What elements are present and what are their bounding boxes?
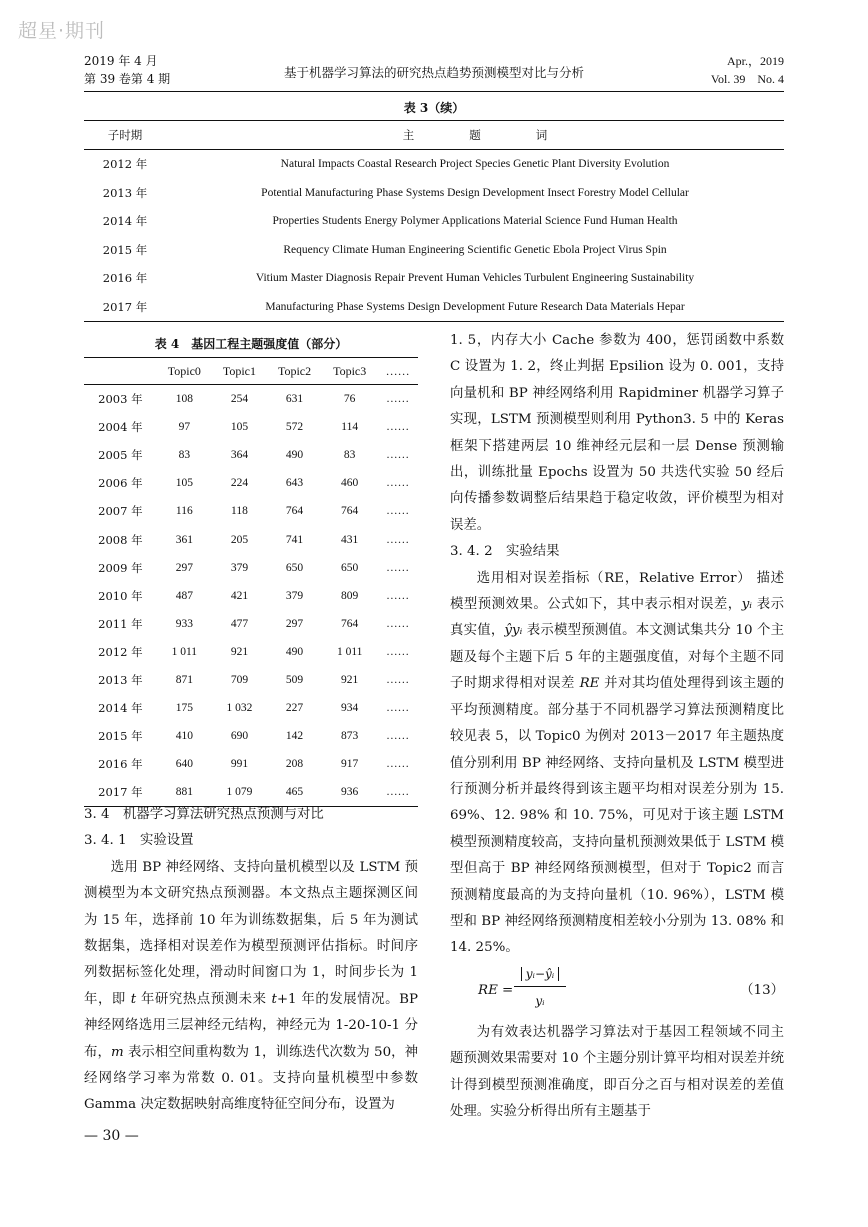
table4-value-cell: 873 <box>341 730 359 743</box>
table4-row <box>84 525 418 553</box>
table3-col-period: 子时期 <box>84 121 166 150</box>
table4-year-cell: 2013 年 <box>98 672 143 687</box>
table4-year-cell: 2006 年 <box>98 476 143 491</box>
table4-row <box>84 385 418 414</box>
table4-value-cell: 809 <box>341 589 359 602</box>
table4-value-cell: 1 011 <box>336 645 363 658</box>
paragraph-accuracy: 为有效表达机器学习算法对于基因工程领域不同主题预测效果需要对 10 个主题分别计算平均相对误差并统计得到模型预测准确度，即百分之百与相对误差的差值处理。实验分析得出所有主题基于 <box>450 1024 784 1119</box>
table3-period-cell: 2013 年 <box>102 185 148 200</box>
table4-value-cell: 487 <box>175 589 193 602</box>
left-column <box>84 802 418 1119</box>
table4-value-cell: 490 <box>285 449 304 462</box>
table4-value-cell: 933 <box>175 617 193 630</box>
section-3-4-heading: 3. 4 机器学习算法研究热点预测与对比 <box>84 807 324 822</box>
table4-value-cell: 118 <box>231 505 248 518</box>
table4-value-cell: …… <box>386 393 410 406</box>
header-date-en: Apr.，2019 <box>726 54 784 68</box>
table3-words-cell: Vitium Master Diagnosis Repair Prevent Human Vehicles Turbulent Engineering Sustainability <box>255 272 695 285</box>
page-number: — 30 — <box>84 1128 139 1144</box>
table4-row <box>84 413 418 441</box>
table4-value-cell: …… <box>386 702 410 715</box>
table4-value-cell: 650 <box>341 561 359 574</box>
table4-value-cell: 741 <box>285 533 304 546</box>
table4-row <box>84 722 418 750</box>
table4-year-cell: 2011 年 <box>98 616 143 631</box>
table4-value-cell: 631 <box>285 393 304 406</box>
header-vol-en: Vol. 39 No. 4 <box>710 72 784 86</box>
table4-header-cell: Topic2 <box>267 358 322 385</box>
table4-header-cell <box>84 358 157 385</box>
table4-value-cell: 871 <box>175 673 193 686</box>
table4-value-cell: 640 <box>175 758 193 771</box>
table4-value-cell: 142 <box>285 730 304 743</box>
table3-words-cell: Potential Manufacturing Phase Systems Design Development Insect Forestry Model Cellular <box>261 186 689 199</box>
table3-period-cell: 2015 年 <box>102 242 148 257</box>
formula-number: （13） <box>740 982 784 998</box>
table4-value-cell: 410 <box>175 730 193 743</box>
table4-value-cell: 764 <box>285 505 304 518</box>
table4-row <box>84 469 418 497</box>
table4-value-cell: 116 <box>175 505 193 518</box>
table4-value-cell: 361 <box>175 533 193 546</box>
table3-row <box>84 236 784 265</box>
table3-words-cell: Requency Climate Human Engineering Scientific Genetic Ebola Project Virus Spin <box>283 243 667 256</box>
table4-value-cell: 991 <box>230 758 249 771</box>
table4-value-cell: 97 <box>178 421 191 434</box>
table4-row <box>84 554 418 582</box>
watermark-logo: 超星·期刊 <box>18 20 106 42</box>
table3-body <box>84 150 784 322</box>
table4-value-cell: 379 <box>230 561 249 574</box>
table4-value-cell: 709 <box>230 673 249 686</box>
paragraph-params-cont: 1. 5，内存大小 Cache 参数为 400，惩罚函数中系数 C 设置为 1. 2，终止判据 Epsilion 设为 0. 001，支持向量机和 BP 神经网络利用 Rapidminer 机器学习算子实现，LSTM 预测模型则利用 Python3. 5 中的 Keras 框架下搭建两层 10 维神经元层和一层 Dense 预测输出，训练批量 Epochs 设置为 50 共迭代实验 50 经后向传播参数调整后结果趋于稳定收敛，评价模型为相对误差。 <box>450 333 784 533</box>
table4-value-cell: 690 <box>230 730 249 743</box>
table4-header-cell: …… <box>377 358 418 385</box>
table4-value-cell: 936 <box>341 786 359 799</box>
section-3-4-1-heading: 3. 4. 1 实验设置 <box>84 833 194 849</box>
table4-row <box>84 694 418 722</box>
table3 <box>84 120 784 322</box>
table4-value-cell: …… <box>386 561 410 574</box>
table4-value-cell: …… <box>386 673 410 686</box>
table4-value-cell: 431 <box>341 533 359 546</box>
table4-year-cell: 2004 年 <box>98 420 143 435</box>
table4-value-cell: 379 <box>285 589 304 602</box>
table4-value-cell: 934 <box>341 702 359 715</box>
table4-value-cell: …… <box>386 758 410 771</box>
table4-year-cell: 2012 年 <box>98 644 143 659</box>
table4-value-cell: 460 <box>341 477 359 490</box>
table4-value-cell: 297 <box>285 617 304 630</box>
table4-value-cell: …… <box>386 421 410 434</box>
table4-year-cell: 2008 年 <box>98 532 143 547</box>
table4-header-cell: Topic0 <box>157 358 212 385</box>
table4-value-cell: …… <box>386 730 410 743</box>
table4-value-cell: 83 <box>178 449 191 462</box>
table4-year-cell: 2016 年 <box>98 757 143 772</box>
table4-value-cell: …… <box>386 617 410 630</box>
table4-value-cell: 76 <box>343 393 356 406</box>
table4-caption: 表 4 基因工程主题强度值（部分） <box>154 337 348 351</box>
right-column <box>450 328 784 1125</box>
table4-value-cell: 764 <box>341 617 359 630</box>
table4-value-cell: 490 <box>285 645 304 658</box>
table4-value-cell: 921 <box>230 645 249 658</box>
table4-value-cell: 227 <box>285 702 304 715</box>
table4-value-cell: 1 079 <box>226 786 253 799</box>
formula-equals: = <box>502 982 514 998</box>
table4-value-cell: 421 <box>230 589 249 602</box>
table3-period-cell: 2012 年 <box>102 157 148 172</box>
table4-year-cell: 2007 年 <box>98 504 143 519</box>
table3-row <box>84 150 784 179</box>
table4-value-cell: …… <box>386 786 410 799</box>
table3-words-cell: Natural Impacts Coastal Research Project Species Genetic Plant Diversity Evolution <box>280 158 670 171</box>
table4-value-cell: 650 <box>285 561 304 574</box>
table4 <box>84 357 418 807</box>
table4-value-cell: 208 <box>285 758 304 771</box>
table4-row <box>84 638 418 666</box>
table4-value-cell: 921 <box>341 673 359 686</box>
table4-value-cell: 108 <box>175 393 193 406</box>
table4-row <box>84 441 418 469</box>
table4-year-cell: 2010 年 <box>98 588 143 603</box>
table4-value-cell: 465 <box>285 786 304 799</box>
table3-caption: 表 3（续） <box>403 101 465 115</box>
table4-value-cell: 254 <box>230 393 249 406</box>
table4-value-cell: 175 <box>175 702 193 715</box>
table4-value-cell: …… <box>386 533 410 546</box>
table4-row <box>84 582 418 610</box>
table4-body <box>84 385 418 807</box>
table4-value-cell: …… <box>386 477 410 490</box>
paragraph-experiment-setup: 选用 BP 神经网络、支持向量机模型以及 LSTM 预测模型为本文研究热点预测器。本文热点主题探测区间为 15 年，选择前 10 年为训练数据集，后 5 年为测试数据集，选择相对误差作为模型预测评估指标。时间序列数据标签化处理，滑动时间窗口为 1，时间步长为 1 年，即 t 年研究热点预测未来 t+1 年的发展情况。BP 神经网络选用三层神经元结构，神经元为 1-20-10-1 分布，m 表示相空间重构数为 1，训练迭代次数为 50，神经网络学习率为常数 0. 01。支持向量机模型中参数 Gamma 决定数据映射高维度特征空间分布，设置为 <box>84 859 419 1113</box>
table4-row <box>84 610 418 638</box>
table3-words-cell: Properties Students Energy Polymer Applications Material Science Fund Human Health <box>272 215 678 228</box>
table4-year-cell: 2009 年 <box>98 560 143 575</box>
formula-13 <box>450 962 784 1020</box>
table3-row <box>84 207 784 236</box>
header-year-month: 2019 年 4 月 <box>84 54 158 68</box>
table3-row <box>84 293 784 322</box>
table4-value-cell: …… <box>386 505 410 518</box>
table4-row <box>84 666 418 694</box>
section-3-4-2-heading: 3. 4. 2 实验结果 <box>450 544 560 560</box>
table4-value-cell: 509 <box>285 673 304 686</box>
table4-value-cell: 917 <box>341 758 359 771</box>
header-rule <box>84 91 784 92</box>
table4-value-cell: 1 011 <box>171 645 198 658</box>
header-right <box>711 52 784 88</box>
table4-value-cell: 205 <box>230 533 249 546</box>
formula-numerator: yᵢ−ŷᵢ <box>514 962 566 987</box>
table3-period-cell: 2014 年 <box>102 214 148 229</box>
table4-value-cell: 764 <box>341 505 359 518</box>
table4-value-cell: 297 <box>175 561 193 574</box>
table3-words-cell: Manufacturing Phase Systems Design Development Future Research Data Materials Hepar <box>265 300 685 313</box>
table4-value-cell: 105 <box>230 421 249 434</box>
table4-header-cell: Topic1 <box>212 358 267 385</box>
header-title: 基于机器学习算法的研究热点趋势预测模型对比与分析 <box>283 65 584 80</box>
table4-value-cell: 105 <box>175 477 193 490</box>
table3-row <box>84 264 784 293</box>
table4-row <box>84 497 418 525</box>
formula-lhs: RE <box>478 982 498 998</box>
table4-value-cell: 224 <box>230 477 249 490</box>
table4-value-cell: 114 <box>341 421 359 434</box>
table3-row <box>84 179 784 208</box>
table4-row <box>84 750 418 778</box>
table3-period-cell: 2016 年 <box>102 271 148 286</box>
table4-header-cell: Topic3 <box>322 358 377 385</box>
table4-year-cell: 2014 年 <box>98 701 143 716</box>
table3-col-words: 主题词 <box>166 121 784 150</box>
table4-header-row <box>84 358 418 385</box>
table4-value-cell: 1 032 <box>226 702 253 715</box>
table4-year-cell: 2005 年 <box>98 448 143 463</box>
table4-year-cell: 2015 年 <box>98 729 143 744</box>
table4-value-cell: 572 <box>285 421 304 434</box>
table4-value-cell: 477 <box>230 617 249 630</box>
paragraph-results: 选用相对误差指标（RE，Relative Error） 描述模型预测效果。公式如下，其中表示相对误差，yᵢ 表示真实值，ŷyᵢ 表示模型预测值。本文测试集共分 10 个主题及每个主题下后 5 年的主题强度值，对每个主题不同子时期求得相对误差 RE 并对其均值处理得到该主题的平均预测精度。部分基于不同机器学习算法预测精度比较见表 5，以 Topic0 为例对 2013－2017 年主题热度值分别利用 BP 神经网络、支持向量机及 LSTM 模型进行预测分析并最终得到该主题平均相对误差分别为 15. 69%、12. 98% 和 10. 75%，可见对于该主题 LSTM 模型预测精度较高，支持向量机预测效果低于 LSTM 模型但高于 BP 神经网络预测模型，但对于 Topic2 而言预测精度最高的为支持向量机（10. 96%），LSTM 模型和 BP 神经网络预测精度相差较小分别为 13. 08% 和 14. 25%。 <box>450 570 785 956</box>
table4-value-cell: 881 <box>175 786 193 799</box>
table3-period-cell: 2017 年 <box>102 299 148 314</box>
table4-value-cell: 83 <box>343 449 356 462</box>
table4-value-cell: 643 <box>285 477 304 490</box>
table4-value-cell: …… <box>386 449 410 462</box>
header-volume-issue: 第 39 卷第 4 期 <box>84 72 171 86</box>
table4-value-cell: …… <box>386 589 410 602</box>
table4-value-cell: …… <box>386 645 410 658</box>
formula-denominator: yᵢ <box>535 993 545 1008</box>
table4-year-cell: 2017 年 <box>98 785 143 800</box>
table4-year-cell: 2003 年 <box>98 392 143 407</box>
table4-value-cell: 364 <box>230 449 249 462</box>
